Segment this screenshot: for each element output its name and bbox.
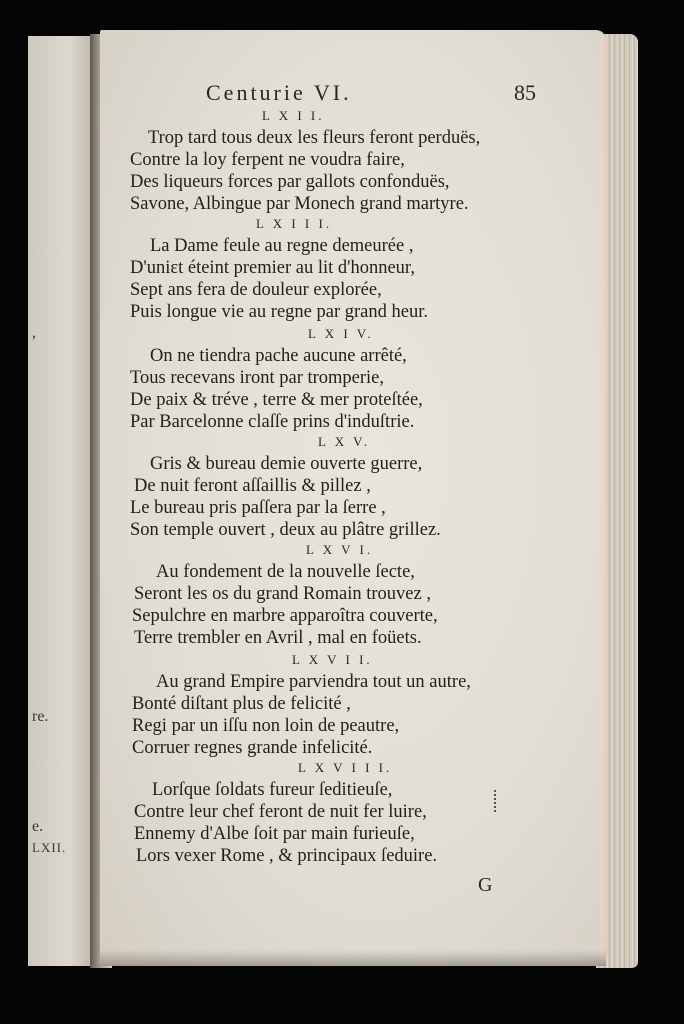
quatrain-numeral: L X V I. [306,542,374,557]
verse-line: Contre la loy ferpent ne voudra faire, [130,150,405,170]
verse-line: Terre trembler en Avril , mal en foüets. [134,628,422,648]
verse-line: Le bureau pris paſſera par la ſerre , [130,498,386,518]
quatrain-numeral: L X V. [318,434,371,449]
verse-line: Par Barcelonne claſſe prins d'induſtrie. [130,412,415,432]
left-page-fragment: e. [32,818,44,835]
verse-line: D'uniɛt éteint premier au lit d'honneur, [130,258,415,278]
verse-line: Regi par un iſſu non loin de peautre, [132,716,400,736]
verse-line: Trop tard tous deux les fleurs feront perduës, [148,128,481,148]
quatrain-numeral: L X V I I I. [298,760,393,775]
verse-line: Savone, Albingue par Monech grand martyre. [130,194,469,214]
verse-line: La Dame feule au regne demeurée , [150,236,414,256]
verse-line: Corruer regnes grande infelicité. [132,738,373,758]
running-head: Centurie VI. [206,80,352,105]
verse-line: Sept ans fera de douleur explorée, [130,280,382,300]
verse-line: Bonté diſtant plus de felicité , [132,694,351,714]
verse-line: Puis longue vie au regne par grand heur. [130,302,428,322]
verse-line: De nuit feront aſſaillis & pillez , [134,476,371,496]
verse-line: Au grand Empire parviendra tout un autre, [156,672,471,692]
verse-line: Sepulchre en marbre apparoîtra couverte, [132,606,438,626]
quatrain-numeral: L X I V. [308,326,374,341]
quatrain-numeral: L X V I I. [292,652,373,667]
verse-line: Des liqueurs forces par gallots confonduës, [130,172,450,192]
verse-line: Lors vexer Rome , & principaux ſeduire. [136,846,438,866]
verse-line: Lorſque ſoldats fureur ſeditieuſe, [152,780,393,800]
signature-mark: G [478,874,493,896]
margin-mark [494,790,502,812]
quatrain-numeral: L X I I. [262,108,325,123]
left-page-fragment: re. [32,708,49,725]
verse-line: Son temple ouvert , deux au plâtre grillez. [130,520,441,540]
left-page-fragment: LXII. [32,840,67,855]
verse-line: Seront les os du grand Romain trouvez , [134,584,431,604]
verse-line: De paix & tréve , terre & mer proteſtée, [130,390,423,410]
verse-line: Au fondement de la nouvelle ſecte, [156,562,415,582]
left-page-fragment: , [32,324,36,341]
page-edge-tint [600,40,608,960]
quatrain-numeral: L X I I I. [256,216,333,231]
page-bottom-shadow [100,950,606,966]
verse-line: Contre leur chef feront de nuit fer luire, [134,802,427,822]
verse-line: On ne tiendra pache aucune arrêté, [150,346,407,366]
left-facing-page [28,36,98,966]
verse-line: Ennemy d'Albe ſoit par main furieuſe, [134,824,415,844]
verse-line: Tous recevans iront par tromperie, [130,368,385,388]
page-number: 85 [514,80,536,105]
verse-line: Gris & bureau demie ouverte guerre, [150,454,423,474]
